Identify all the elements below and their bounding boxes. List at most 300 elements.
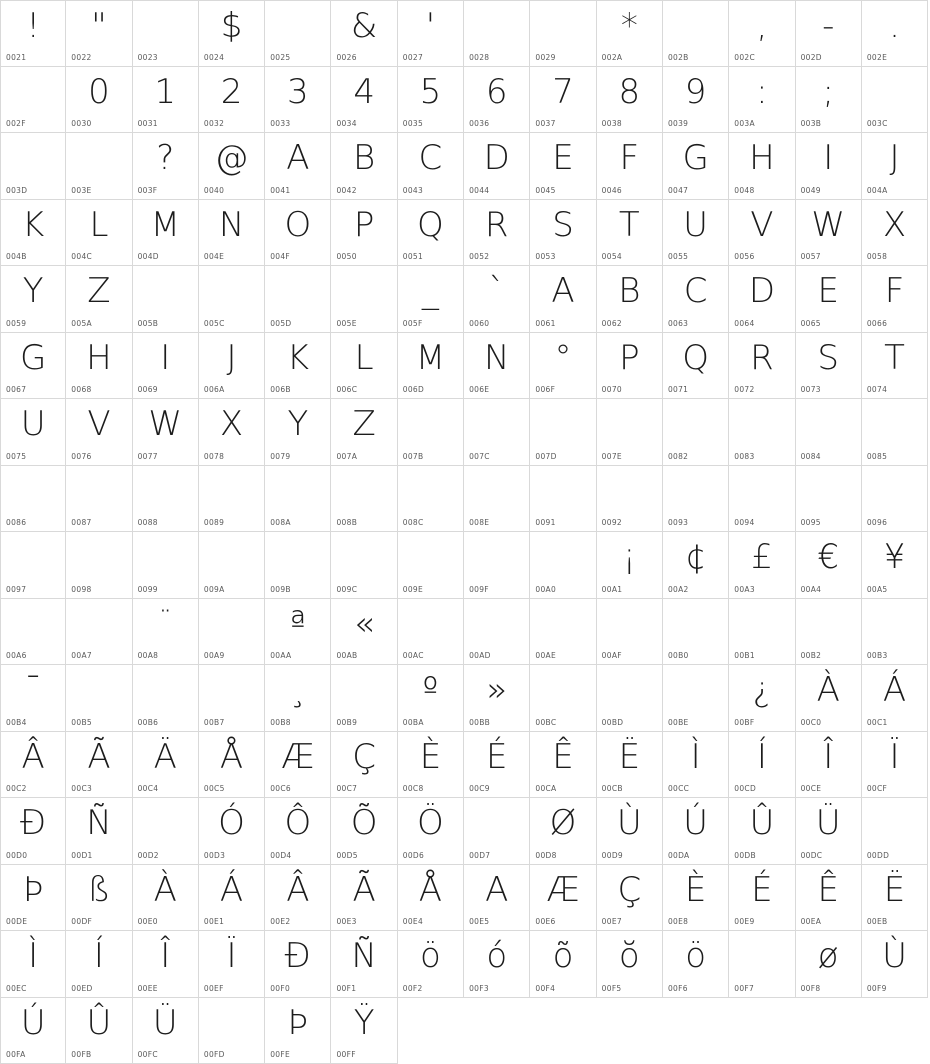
glyph-cell[interactable]: [464, 333, 530, 400]
glyph-cell[interactable]: [265, 266, 331, 333]
glyph-cell[interactable]: [663, 865, 729, 932]
glyph-codepoint-label: 005E: [336, 319, 356, 328]
glyph-cell[interactable]: [265, 133, 331, 200]
glyph-cell[interactable]: [597, 466, 663, 533]
glyph-cell[interactable]: [464, 931, 530, 998]
glyph-cell[interactable]: [464, 0, 530, 67]
glyph-cell[interactable]: [862, 333, 928, 400]
glyph-cell[interactable]: [199, 133, 265, 200]
glyph-character: ö: [398, 933, 463, 979]
glyph-codepoint-label: 00A5: [867, 585, 888, 594]
glyph-cell[interactable]: [663, 266, 729, 333]
glyph-character: [464, 468, 529, 514]
glyph-character: T: [862, 335, 927, 381]
glyph-codepoint-label: 00EA: [801, 917, 822, 926]
glyph-cell[interactable]: [597, 931, 663, 998]
glyph-cell[interactable]: [331, 266, 397, 333]
glyph-cell[interactable]: [464, 532, 530, 599]
glyph-cell[interactable]: [862, 200, 928, 267]
glyph-cell[interactable]: [66, 532, 132, 599]
glyph-cell[interactable]: [796, 67, 862, 134]
glyph-cell[interactable]: [133, 266, 199, 333]
glyph-cell[interactable]: [66, 200, 132, 267]
glyph-cell[interactable]: [796, 732, 862, 799]
glyph-cell[interactable]: [530, 798, 596, 865]
glyph-character: [530, 667, 595, 713]
glyph-character: É: [729, 867, 794, 913]
glyph-cell[interactable]: [862, 599, 928, 666]
glyph-character: 5: [398, 69, 463, 115]
glyph-cell[interactable]: [199, 532, 265, 599]
glyph-codepoint-label: 00B5: [71, 718, 92, 727]
glyph-cell[interactable]: [796, 133, 862, 200]
glyph-cell[interactable]: [133, 333, 199, 400]
glyph-cell[interactable]: [398, 732, 464, 799]
glyph-cell[interactable]: [464, 67, 530, 134]
glyph-codepoint-label: 00BB: [469, 718, 490, 727]
glyph-cell[interactable]: [597, 532, 663, 599]
glyph-codepoint-label: 0087: [71, 518, 91, 527]
glyph-cell[interactable]: [464, 200, 530, 267]
glyph-cell[interactable]: [265, 865, 331, 932]
glyph-cell[interactable]: [862, 798, 928, 865]
glyph-codepoint-label: 00F9: [867, 984, 887, 993]
glyph-cell[interactable]: [0, 931, 66, 998]
glyph-cell[interactable]: [66, 931, 132, 998]
glyph-cell[interactable]: [0, 798, 66, 865]
glyph-codepoint-label: 006B: [270, 385, 291, 394]
glyph-cell[interactable]: [796, 0, 862, 67]
glyph-cell[interactable]: [265, 732, 331, 799]
glyph-cell[interactable]: [862, 266, 928, 333]
glyph-codepoint-label: 008B: [336, 518, 357, 527]
glyph-cell[interactable]: [199, 266, 265, 333]
glyph-cell[interactable]: [663, 466, 729, 533]
glyph-character: D: [464, 135, 529, 181]
glyph-cell[interactable]: [199, 200, 265, 267]
glyph-cell[interactable]: [796, 931, 862, 998]
glyph-codepoint-label: 00C8: [403, 784, 424, 793]
glyph-cell[interactable]: [133, 599, 199, 666]
glyph-cell[interactable]: [729, 599, 795, 666]
glyph-cell[interactable]: [66, 266, 132, 333]
glyph-cell[interactable]: [133, 865, 199, 932]
glyph-cell[interactable]: [265, 399, 331, 466]
glyph-codepoint-label: 00F7: [734, 984, 754, 993]
glyph-cell[interactable]: [199, 798, 265, 865]
glyph-cell[interactable]: [597, 798, 663, 865]
glyph-cell[interactable]: [464, 266, 530, 333]
glyph-codepoint-label: 006A: [204, 385, 225, 394]
glyph-codepoint-label: 006D: [403, 385, 424, 394]
glyph-cell[interactable]: [331, 665, 397, 732]
glyph-cell[interactable]: [398, 399, 464, 466]
glyph-character: ;: [796, 69, 861, 115]
glyph-cell[interactable]: [597, 200, 663, 267]
glyph-cell[interactable]: [199, 333, 265, 400]
glyph-character: [862, 601, 927, 647]
glyph-character: É: [464, 734, 529, 780]
glyph-cell[interactable]: [663, 200, 729, 267]
glyph-cell[interactable]: [862, 865, 928, 932]
glyph-cell[interactable]: [663, 333, 729, 400]
glyph-cell[interactable]: [0, 333, 66, 400]
glyph-cell[interactable]: [398, 200, 464, 267]
glyph-cell[interactable]: [398, 466, 464, 533]
glyph-codepoint-label: 0048: [734, 186, 754, 195]
glyph-character: 2: [199, 69, 264, 115]
glyph-codepoint-label: 0026: [336, 53, 356, 62]
glyph-codepoint-label: 002E: [867, 53, 887, 62]
glyph-cell[interactable]: [199, 732, 265, 799]
glyph-cell[interactable]: [199, 998, 265, 1064]
glyph-cell[interactable]: [66, 798, 132, 865]
glyph-cell[interactable]: [597, 865, 663, 932]
glyph-cell[interactable]: [0, 865, 66, 932]
glyph-cell[interactable]: [729, 798, 795, 865]
glyph-codepoint-label: 00D0: [6, 851, 27, 860]
glyph-character: Y: [265, 401, 330, 447]
glyph-cell[interactable]: [796, 333, 862, 400]
glyph-cell[interactable]: [729, 466, 795, 533]
glyph-cell[interactable]: [796, 865, 862, 932]
glyph-cell[interactable]: [729, 67, 795, 134]
glyph-cell[interactable]: [530, 133, 596, 200]
glyph-cell[interactable]: [796, 798, 862, 865]
glyph-cell[interactable]: [265, 931, 331, 998]
glyph-cell[interactable]: [331, 67, 397, 134]
glyph-cell[interactable]: [729, 732, 795, 799]
glyph-cell[interactable]: [0, 599, 66, 666]
glyph-cell[interactable]: [530, 466, 596, 533]
glyph-character: ,: [729, 3, 794, 49]
glyph-cell[interactable]: [331, 599, 397, 666]
glyph-cell[interactable]: [265, 333, 331, 400]
glyph-character: [663, 3, 728, 49]
glyph-cell[interactable]: [0, 133, 66, 200]
glyph-cell[interactable]: [66, 599, 132, 666]
glyph-cell[interactable]: [729, 0, 795, 67]
glyph-cell[interactable]: [331, 732, 397, 799]
glyph-cell[interactable]: [530, 333, 596, 400]
glyph-codepoint-label: 00EC: [6, 984, 27, 993]
glyph-cell[interactable]: [796, 200, 862, 267]
glyph-cell[interactable]: [663, 732, 729, 799]
glyph-cell[interactable]: [796, 599, 862, 666]
glyph-cell[interactable]: [0, 67, 66, 134]
glyph-cell[interactable]: [331, 399, 397, 466]
glyph-cell[interactable]: [133, 998, 199, 1064]
glyph-cell[interactable]: [464, 399, 530, 466]
glyph-cell[interactable]: [862, 466, 928, 533]
glyph-cell[interactable]: [597, 67, 663, 134]
glyph-cell[interactable]: [597, 266, 663, 333]
glyph-cell[interactable]: [0, 0, 66, 67]
glyph-cell[interactable]: [464, 798, 530, 865]
glyph-codepoint-label: 00B2: [801, 651, 822, 660]
glyph-codepoint-label: 00FD: [204, 1050, 225, 1059]
glyph-character: Î: [133, 933, 198, 979]
glyph-cell[interactable]: [199, 0, 265, 67]
glyph-cell[interactable]: [0, 532, 66, 599]
glyph-character: [663, 468, 728, 514]
glyph-cell[interactable]: [729, 399, 795, 466]
glyph-cell[interactable]: [530, 732, 596, 799]
glyph-cell[interactable]: [66, 665, 132, 732]
glyph-cell[interactable]: [530, 399, 596, 466]
glyph-codepoint-label: 0047: [668, 186, 688, 195]
glyph-cell[interactable]: [862, 67, 928, 134]
glyph-cell[interactable]: [530, 266, 596, 333]
glyph-codepoint-label: 005B: [138, 319, 159, 328]
glyph-cell[interactable]: [265, 200, 331, 267]
glyph-cell[interactable]: [729, 133, 795, 200]
glyph-cell[interactable]: [265, 599, 331, 666]
glyph-codepoint-label: 005D: [270, 319, 291, 328]
glyph-cell[interactable]: [199, 599, 265, 666]
glyph-cell[interactable]: [331, 466, 397, 533]
glyph-character: [199, 667, 264, 713]
glyph-cell[interactable]: [464, 599, 530, 666]
glyph-character: Ú: [1, 1000, 65, 1046]
glyph-cell[interactable]: [331, 0, 397, 67]
glyph-cell[interactable]: [530, 931, 596, 998]
glyph-cell[interactable]: [464, 133, 530, 200]
glyph-codepoint-label: 003F: [138, 186, 158, 195]
glyph-codepoint-label: 00CD: [734, 784, 756, 793]
glyph-cell[interactable]: [0, 665, 66, 732]
glyph-codepoint-label: 0085: [867, 452, 887, 461]
glyph-character: *: [597, 3, 662, 49]
glyph-cell[interactable]: [66, 732, 132, 799]
glyph-cell[interactable]: [265, 0, 331, 67]
glyph-character: ¿: [729, 667, 794, 713]
glyph-cell[interactable]: [398, 67, 464, 134]
glyph-cell[interactable]: [331, 532, 397, 599]
glyph-cell[interactable]: [663, 931, 729, 998]
glyph-character: E: [796, 268, 861, 314]
glyph-codepoint-label: 00A3: [734, 585, 755, 594]
glyph-cell[interactable]: [796, 532, 862, 599]
glyph-cell[interactable]: [133, 732, 199, 799]
glyph-codepoint-label: 009F: [469, 585, 489, 594]
glyph-character: [862, 468, 927, 514]
glyph-character: [729, 933, 794, 979]
glyph-cell[interactable]: [66, 466, 132, 533]
glyph-cell[interactable]: [66, 333, 132, 400]
glyph-cell[interactable]: [597, 599, 663, 666]
glyph-cell[interactable]: [729, 200, 795, 267]
glyph-codepoint-label: 00E7: [602, 917, 622, 926]
glyph-cell[interactable]: [199, 931, 265, 998]
glyph-codepoint-label: 0097: [6, 585, 26, 594]
glyph-cell[interactable]: [66, 133, 132, 200]
glyph-cell[interactable]: [398, 665, 464, 732]
glyph-cell[interactable]: [331, 798, 397, 865]
glyph-cell[interactable]: [133, 532, 199, 599]
glyph-cell[interactable]: [133, 133, 199, 200]
glyph-cell[interactable]: [729, 333, 795, 400]
glyph-cell[interactable]: [398, 0, 464, 67]
glyph-cell[interactable]: [663, 67, 729, 134]
glyph-cell[interactable]: [530, 665, 596, 732]
glyph-cell[interactable]: [530, 67, 596, 134]
glyph-cell[interactable]: [597, 333, 663, 400]
glyph-cell[interactable]: [0, 200, 66, 267]
glyph-cell[interactable]: [862, 532, 928, 599]
glyph-character: 1: [133, 69, 198, 115]
glyph-cell[interactable]: [597, 665, 663, 732]
glyph-cell[interactable]: [133, 466, 199, 533]
glyph-cell[interactable]: [331, 865, 397, 932]
glyph-cell[interactable]: [265, 665, 331, 732]
glyph-codepoint-label: 00A4: [801, 585, 822, 594]
glyph-codepoint-label: 0069: [138, 385, 158, 394]
glyph-cell[interactable]: [331, 133, 397, 200]
glyph-cell[interactable]: [133, 798, 199, 865]
glyph-character: B: [597, 268, 662, 314]
glyph-cell[interactable]: [530, 532, 596, 599]
glyph-cell[interactable]: [398, 931, 464, 998]
glyph-cell[interactable]: [663, 0, 729, 67]
glyph-cell[interactable]: [597, 0, 663, 67]
glyph-character: [597, 601, 662, 647]
glyph-cell[interactable]: [729, 865, 795, 932]
glyph-cell[interactable]: [663, 798, 729, 865]
glyph-character: Å: [199, 734, 264, 780]
glyph-cell[interactable]: [331, 931, 397, 998]
glyph-character: »: [464, 667, 529, 713]
glyph-cell[interactable]: [663, 532, 729, 599]
glyph-cell[interactable]: [331, 333, 397, 400]
glyph-cell[interactable]: [530, 200, 596, 267]
glyph-codepoint-label: 00CE: [801, 784, 822, 793]
glyph-cell[interactable]: [133, 931, 199, 998]
glyph-cell[interactable]: [597, 732, 663, 799]
glyph-cell[interactable]: [0, 466, 66, 533]
glyph-cell[interactable]: [530, 0, 596, 67]
glyph-cell[interactable]: [796, 266, 862, 333]
glyph-cell[interactable]: [398, 133, 464, 200]
glyph-cell[interactable]: [133, 67, 199, 134]
glyph-codepoint-label: 0078: [204, 452, 224, 461]
glyph-cell[interactable]: [66, 399, 132, 466]
glyph-cell[interactable]: [663, 599, 729, 666]
glyph-cell[interactable]: [796, 399, 862, 466]
glyph-cell[interactable]: [199, 865, 265, 932]
glyph-cell[interactable]: [331, 998, 397, 1064]
glyph-cell[interactable]: [862, 133, 928, 200]
glyph-cell[interactable]: [133, 0, 199, 67]
glyph-cell[interactable]: [398, 798, 464, 865]
glyph-cell[interactable]: [862, 732, 928, 799]
glyph-cell[interactable]: [862, 665, 928, 732]
glyph-cell[interactable]: [597, 133, 663, 200]
glyph-cell[interactable]: [398, 865, 464, 932]
glyph-character: Â: [265, 867, 330, 913]
glyph-codepoint-label: 006C: [336, 385, 357, 394]
glyph-codepoint-label: 0074: [867, 385, 887, 394]
glyph-cell[interactable]: [530, 599, 596, 666]
glyph-cell[interactable]: [464, 466, 530, 533]
glyph-cell[interactable]: [265, 798, 331, 865]
glyph-cell[interactable]: [398, 266, 464, 333]
glyph-cell[interactable]: [530, 865, 596, 932]
glyph-cell[interactable]: [729, 532, 795, 599]
glyph-cell[interactable]: [199, 466, 265, 533]
glyph-codepoint-label: 0072: [734, 385, 754, 394]
glyph-cell[interactable]: [398, 599, 464, 666]
glyph-cell[interactable]: [862, 0, 928, 67]
glyph-cell[interactable]: [0, 732, 66, 799]
glyph-cell[interactable]: [199, 399, 265, 466]
glyph-codepoint-label: 00C9: [469, 784, 490, 793]
glyph-cell[interactable]: [265, 998, 331, 1064]
glyph-cell[interactable]: [66, 998, 132, 1064]
glyph-cell[interactable]: [133, 200, 199, 267]
glyph-cell[interactable]: [796, 665, 862, 732]
glyph-codepoint-label: 00BE: [668, 718, 689, 727]
glyph-cell[interactable]: [265, 466, 331, 533]
glyph-cell[interactable]: [729, 266, 795, 333]
glyph-cell[interactable]: [663, 133, 729, 200]
glyph-cell[interactable]: [66, 865, 132, 932]
glyph-cell[interactable]: [0, 266, 66, 333]
glyph-character: 4: [331, 69, 396, 115]
glyph-cell[interactable]: [398, 532, 464, 599]
glyph-codepoint-label: 009A: [204, 585, 225, 594]
glyph-cell[interactable]: [464, 732, 530, 799]
glyph-cell[interactable]: [597, 399, 663, 466]
glyph-cell[interactable]: [66, 67, 132, 134]
glyph-codepoint-label: 00F3: [469, 984, 489, 993]
glyph-cell[interactable]: [265, 67, 331, 134]
glyph-codepoint-label: 00A9: [204, 651, 225, 660]
glyph-cell[interactable]: [0, 998, 66, 1064]
glyph-character: J: [199, 335, 264, 381]
glyph-cell[interactable]: [862, 399, 928, 466]
glyph-cell[interactable]: [464, 865, 530, 932]
glyph-cell[interactable]: [663, 399, 729, 466]
glyph-cell[interactable]: [199, 67, 265, 134]
glyph-codepoint-label: 00E3: [336, 917, 356, 926]
glyph-cell[interactable]: [331, 200, 397, 267]
glyph-cell[interactable]: [729, 665, 795, 732]
glyph-codepoint-label: 002F: [6, 119, 26, 128]
glyph-cell[interactable]: [398, 333, 464, 400]
glyph-cell[interactable]: [265, 532, 331, 599]
glyph-character: Í: [66, 933, 131, 979]
glyph-codepoint-label: 0086: [6, 518, 26, 527]
glyph-cell[interactable]: [464, 665, 530, 732]
glyph-character: [862, 69, 927, 115]
glyph-codepoint-label: 005F: [403, 319, 423, 328]
glyph-character: L: [66, 202, 131, 248]
glyph-cell[interactable]: [663, 665, 729, 732]
glyph-codepoint-label: 0030: [71, 119, 91, 128]
glyph-cell[interactable]: [66, 0, 132, 67]
glyph-cell[interactable]: [0, 399, 66, 466]
glyph-cell[interactable]: [796, 466, 862, 533]
glyph-codepoint-label: 0057: [801, 252, 821, 261]
glyph-cell[interactable]: [729, 931, 795, 998]
glyph-character: Ê: [796, 867, 861, 913]
glyph-cell[interactable]: [199, 665, 265, 732]
glyph-cell[interactable]: [133, 399, 199, 466]
glyph-cell[interactable]: [133, 665, 199, 732]
glyph-character: °: [530, 335, 595, 381]
glyph-cell[interactable]: [862, 931, 928, 998]
